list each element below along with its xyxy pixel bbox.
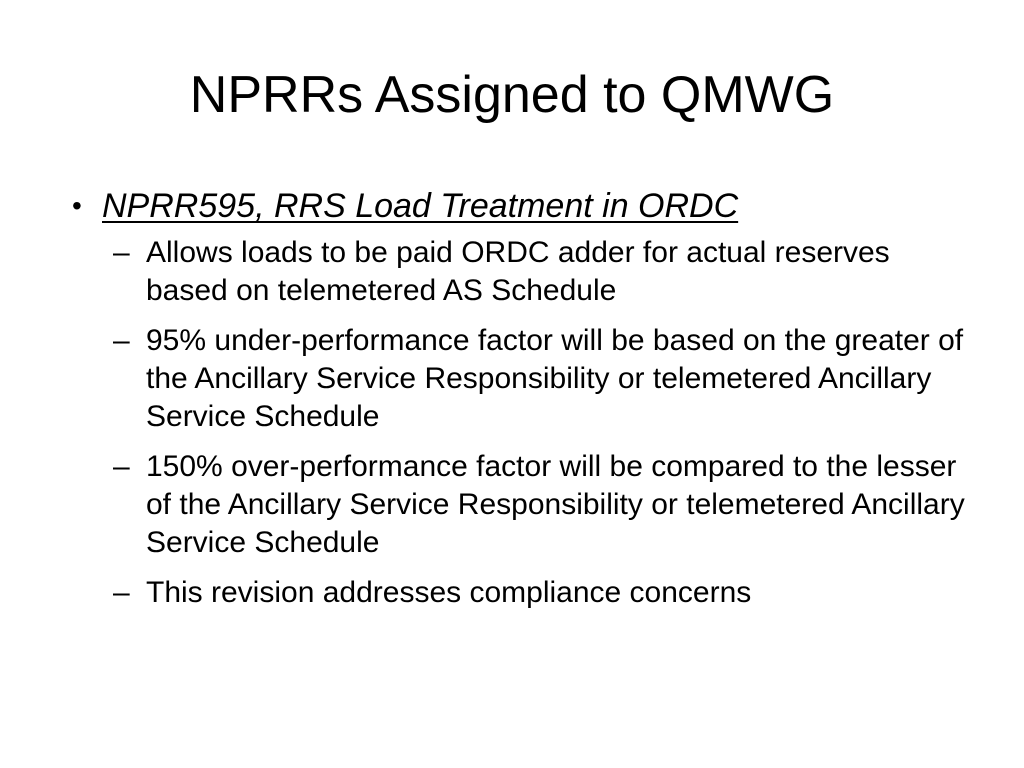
sub-bullet-list: [72, 234, 972, 612]
sub-bullet-text: Allows loads to be paid ORDC adder for actual reserves based on telemetered AS Schedule: [146, 236, 890, 307]
sub-bullet-text: This revision addresses compliance concerns: [146, 576, 752, 609]
bullet-icon: •: [72, 190, 82, 221]
slide-body: [72, 184, 972, 624]
sub-bullet-item: [113, 448, 966, 562]
dash-icon: –: [113, 236, 130, 269]
dash-icon: –: [113, 324, 130, 357]
sub-bullet-text: 95% under-performance factor will be based on the greater of the Ancillary Service Responsibility or telemetered Ancillary Service Schedule: [146, 324, 964, 433]
dash-icon: –: [113, 576, 130, 609]
sub-bullet-item: [113, 234, 966, 310]
sub-bullet-item: [113, 322, 966, 436]
slide-title: NPRRs Assigned to QMWG: [189, 66, 835, 124]
bullet-text: NPRR595, RRS Load Treatment in ORDC: [102, 187, 739, 225]
sub-bullet-text: 150% over-performance factor will be compared to the lesser of the Ancillary Service Responsibility or telemetered Ancillary Service Schedule: [146, 450, 965, 559]
dash-icon: –: [113, 450, 130, 483]
bullet-item: [72, 184, 972, 228]
sub-bullet-item: [113, 574, 966, 612]
